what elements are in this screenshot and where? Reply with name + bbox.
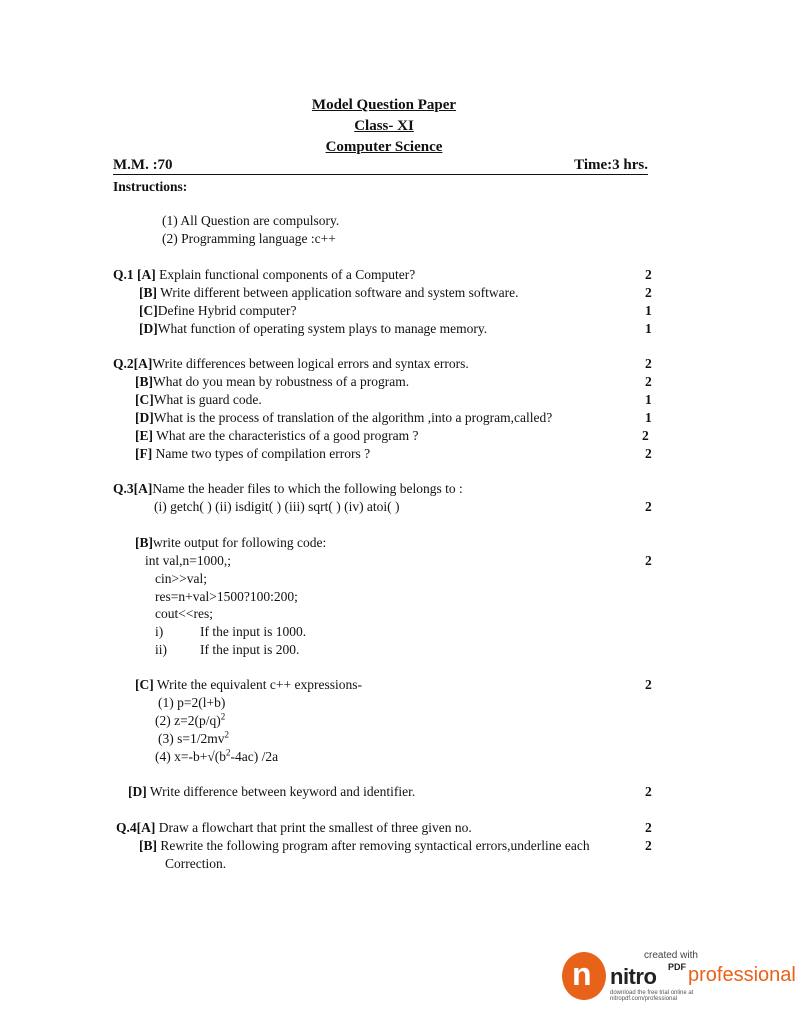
marks: 2	[642, 428, 649, 443]
fine-print: download the free trial online at nitropdf.com/professional	[610, 990, 694, 1002]
marks: 1	[645, 392, 652, 407]
question-3d: [D] Write difference between keyword and identifier.	[128, 784, 416, 799]
marks: 2	[645, 553, 652, 568]
marks: 2	[645, 784, 652, 799]
marks-time-line	[113, 156, 648, 175]
class-label: Class- XI	[354, 118, 414, 134]
marks: 1	[645, 410, 652, 425]
brand-name: nitro	[610, 964, 657, 989]
expression-2: (2) $z=2(p/q)^2$	[155, 711, 226, 728]
brand-edition: professional	[688, 964, 796, 986]
code-line: cin>>val;	[155, 571, 207, 586]
question-2e: [E] What are the characteristics of a good program ?	[135, 428, 419, 443]
question-2d: [D]What is the process of translation of the algorithm ,into a program,called?	[135, 410, 553, 425]
question-4b: [B] Rewrite the following program after removing syntactical errors,underline each	[139, 838, 590, 853]
question-1b: [B] Write different between application software and system software.	[139, 285, 519, 300]
question-3a: Q.3[A]Name the header files to which the following belongs to :	[113, 481, 463, 496]
header-file-options: (i) getch( ) (ii) isdigit( ) (iii) sqrt( ) (iv) atoi( )	[154, 499, 400, 514]
marks: 2	[645, 446, 652, 461]
marks: 1	[645, 303, 652, 318]
question-1c: [C]Define Hybrid computer?	[139, 303, 297, 318]
subject-label: Computer Science	[325, 139, 443, 155]
question-3c: [C] Write the equivalent c++ expressions-	[135, 677, 362, 692]
time-allowed: Time:3 hrs.	[574, 157, 648, 173]
marks: 2	[645, 677, 652, 692]
question-4b-continued: Correction.	[165, 856, 227, 871]
expression-1: (1) p=2(l+b)	[158, 695, 226, 710]
marks: 2	[645, 356, 652, 371]
brand-pdf: PDF	[668, 962, 686, 972]
marks: 1	[645, 321, 652, 336]
marks: 2	[645, 267, 652, 282]
max-marks: M.M. :70	[113, 157, 173, 173]
code-line: int val,n=1000,;	[145, 553, 231, 568]
input-case-text: If the input is 200.	[200, 642, 300, 657]
question-2a: Q.2[A]Write differences between logical errors and syntax errors.	[113, 356, 469, 371]
created-with-label: created with	[644, 950, 698, 961]
instruction-item: (1) All Question are compulsory.	[162, 213, 340, 228]
code-line: res=n+val>1500?100:200;	[155, 589, 298, 604]
input-case-num: i)	[155, 624, 164, 639]
question-1a: Q.1 [A] Explain functional components of a Computer?	[113, 267, 416, 282]
marks: 2	[645, 499, 652, 514]
code-line: cout<<res;	[155, 606, 213, 621]
question-2c: [C]What is guard code.	[135, 392, 262, 407]
input-case-text: If the input is 1000.	[200, 624, 307, 639]
marks: 2	[645, 838, 652, 853]
instruction-item: (2) Programming language :c++	[162, 231, 336, 246]
marks: 2	[645, 285, 652, 300]
marks: 2	[645, 374, 652, 389]
question-3b: [B]write output for following code:	[135, 535, 327, 550]
expression-3: (3) $s=1/2mv^2$	[158, 729, 229, 746]
expression-4: (4) $x=-b+√(b^2-4ac)$ /2a	[155, 747, 279, 764]
paper-title: Model Question Paper	[311, 97, 457, 113]
marks: 2	[645, 820, 652, 835]
question-2b: [B]What do you mean by robustness of a program.	[135, 374, 410, 389]
question-1d: [D]What function of operating system plays to manage memory.	[139, 321, 488, 336]
question-2f: [F] Name two types of compilation errors ?	[135, 446, 371, 461]
nitro-logo-icon: n	[562, 952, 606, 1000]
nitro-pdf-watermark	[562, 948, 796, 1004]
instructions-heading: Instructions:	[113, 179, 188, 194]
input-case-num: ii)	[155, 642, 167, 657]
question-4a: Q.4[A] Draw a flowchart that print the smallest of three given no.	[116, 820, 472, 835]
